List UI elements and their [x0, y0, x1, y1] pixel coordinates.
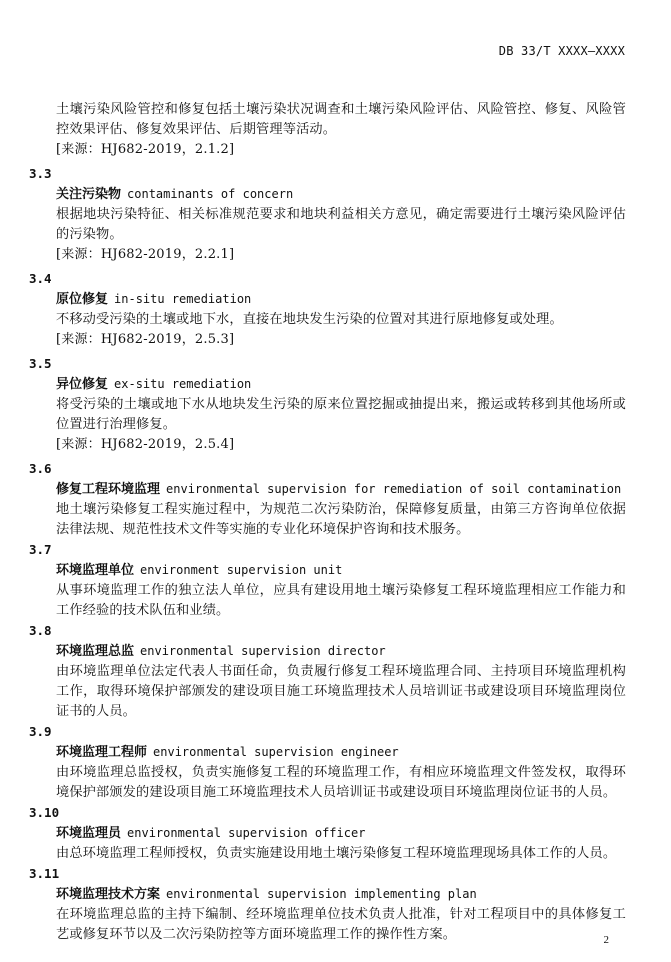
clause-number: 3.8 [29, 623, 52, 638]
clause-number: 3.6 [29, 461, 52, 476]
clause-number: 3.5 [29, 356, 52, 371]
clause-number: 3.7 [29, 542, 52, 557]
intro-paragraph: 土壤污染风险管控和修复包括土壤污染状况调查和土壤污染风险评估、风险管控、修复、风险管控效果评估、修复效果评估、后期管理等活动。 [56, 102, 626, 137]
term-entry [29, 540, 626, 621]
term-english: contaminants of concern [127, 187, 294, 201]
clause-number: 3.10 [29, 805, 60, 820]
term-definition: 根据地块污染特征、相关标准规范要求和地块利益相关方意见，确定需要进行土壤污染风险评估的污染物。 [56, 207, 626, 242]
term-definition: 在环境监理总监的主持下编制、经环境监理单位技术负责人批准，针对工程项目中的具体修复工艺或修复环节以及二次污染防控等方面环境监理工作的操作性方案。 [56, 907, 626, 942]
document-code-header: DB 33/T XXXX—XXXX [498, 44, 625, 58]
term-heading [56, 479, 626, 500]
term-chinese: 环境监理员 [56, 826, 122, 841]
term-definition: 将受污染的土壤或地下水从地块发生污染的原来位置挖掘或抽提出来，搬运或转移到其他场所或位置进行治理修复。 [56, 397, 626, 432]
term-definition: 不移动受污染的土壤或地下水，直接在地块发生污染的位置对其进行原地修复或处理。 [56, 312, 563, 327]
clause-number: 3.11 [29, 866, 60, 881]
term-heading [56, 560, 626, 581]
term-heading [56, 184, 626, 205]
term-chinese: 环境监理工程师 [56, 745, 148, 760]
term-english: environmental supervision director [140, 644, 386, 658]
term-heading [56, 884, 626, 905]
term-english: environmental supervision officer [127, 826, 366, 840]
page-number: 2 [603, 934, 609, 946]
term-entry [29, 621, 626, 722]
term-english: environment supervision unit [140, 563, 343, 577]
term-entry [29, 722, 626, 803]
term-english: environmental supervision implementing plan [166, 887, 477, 901]
clause-number: 3.3 [29, 166, 52, 181]
term-definition: 地土壤污染修复工程实施过程中，为规范二次污染防治，保障修复质量，由第三方咨询单位依据法律法规、规范性技术文件等实施的专业化环境保护咨询和技术服务。 [56, 502, 626, 537]
term-chinese: 关注污染物 [56, 187, 122, 202]
term-definition: 从事环境监理工作的独立法人单位，应具有建设用地土壤污染修复工程环境监理相应工作能力和工作经验的技术队伍和业绩。 [56, 583, 626, 618]
term-english: environmental supervision engineer [153, 745, 399, 759]
term-definition: 由总环境监理工程师授权，负责实施建设用地土壤污染修复工程环境监理现场具体工作的人员。 [56, 846, 617, 861]
term-heading [56, 374, 626, 395]
clause-number: 3.4 [29, 271, 52, 286]
term-entry [29, 864, 626, 945]
term-definition: 由环境监理总监授权，负责实施修复工程的环境监理工作，有相应环境监理文件签发权，取得环境保护部颁发的建设项目施工环境监理技术人员培训证书或建设项目环境监理岗位证书的人员。 [56, 765, 626, 800]
term-entry [29, 459, 626, 540]
term-chinese: 修复工程环境监理 [56, 482, 161, 497]
term-source: [来源：HJ682-2019，2.5.3] [56, 332, 235, 347]
term-entries [29, 164, 626, 945]
term-source: [来源：HJ682-2019，2.2.1] [56, 247, 235, 262]
term-heading [56, 742, 626, 763]
term-english: environmental supervision for remediation of soil contamination [166, 482, 622, 496]
term-entry [29, 269, 626, 350]
term-entry [29, 164, 626, 265]
term-chinese: 环境监理总监 [56, 644, 135, 659]
term-heading [56, 641, 626, 662]
term-heading [56, 289, 626, 310]
term-chinese: 环境监理单位 [56, 563, 135, 578]
clause-number: 3.9 [29, 724, 52, 739]
term-chinese: 异位修复 [56, 377, 109, 392]
term-english: ex-situ remediation [114, 377, 252, 391]
term-chinese: 环境监理技术方案 [56, 887, 161, 902]
term-english: in-situ remediation [114, 292, 252, 306]
term-chinese: 原位修复 [56, 292, 109, 307]
term-entry [29, 354, 626, 455]
term-definition: 由环境监理单位法定代表人书面任命，负责履行修复工程环境监理合同、主持项目环境监理机构工作，取得环境保护部颁发的建设项目施工环境监理技术人员培训证书或建设项目环境监理岗位证书的人员。 [56, 664, 626, 719]
term-heading [56, 823, 626, 844]
intro-source: [来源：HJ682-2019，2.1.2] [56, 142, 235, 157]
document-body [29, 100, 626, 945]
term-entry [29, 803, 626, 864]
term-source: [来源：HJ682-2019，2.5.4] [56, 437, 235, 452]
